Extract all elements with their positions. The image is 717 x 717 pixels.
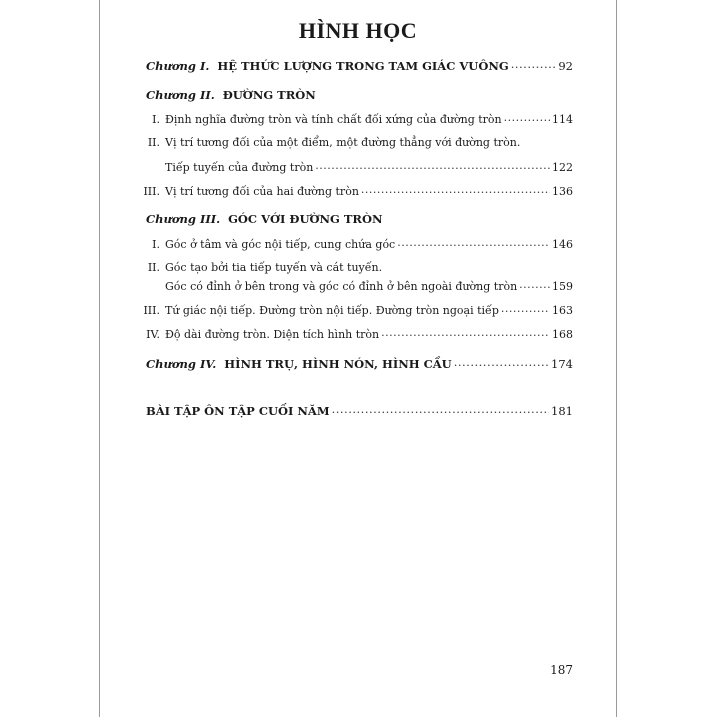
chapter-label: Chương II. [146,88,215,102]
toc-chapter-1[interactable] [146,58,573,73]
toc-item-3-4[interactable] [130,327,573,341]
toc-chapter-3[interactable] [146,212,573,226]
page-ref: 146 [552,238,573,251]
chapter-name: HÌNH TRỤ, HÌNH NÓN, HÌNH CẦU [224,356,452,371]
toc-item-2-1[interactable] [130,112,573,126]
item-number: III. [143,304,160,317]
toc-item-2-3[interactable] [130,184,573,198]
item-number: III. [143,185,160,198]
book-page [99,0,617,717]
item-text: Góc ở tâm và góc nội tiếp, cung chứa góc [165,238,396,251]
item-text: Vị trí tương đối của hai đường tròn [165,185,359,198]
chapter-label: Chương I. [146,58,210,73]
dot-leader [454,356,549,368]
item-number: I. [152,238,160,251]
item-number: IV. [146,328,160,341]
page-title: HÌNH HỌC [298,18,418,43]
dot-leader [501,303,550,314]
item-text-continued: Góc có đỉnh ở bên trong và góc có đỉnh ở bên ngoài đường tròn [165,280,518,293]
toc-item-3-3[interactable] [130,303,573,317]
toc-final-review[interactable] [146,403,573,418]
page-ref: 168 [552,328,573,341]
toc-item-2-2[interactable] [130,136,573,149]
chapter-name: HỆ THỨC LƯỢNG TRONG TAM GIÁC VUÔNG [217,58,509,73]
page-ref: 114 [552,113,573,126]
page-ref: 181 [551,403,573,418]
toc-item-2-2-cont[interactable] [165,160,573,174]
page-number: 187 [550,663,573,677]
chapter-label: Chương IV. [146,356,217,371]
chapter-name: GÓC VỚI ĐƯỜNG TRÒN [228,212,383,226]
item-text: Định nghĩa đường tròn và tính chất đối xứng của đường tròn [165,113,502,126]
item-text: Vị trí tương đối của một điểm, một đường thẳng với đường tròn. [165,136,521,149]
dot-leader [504,112,550,123]
dot-leader [361,184,550,195]
toc-item-3-2-cont[interactable] [165,279,573,293]
page-ref: 159 [552,280,573,293]
toc-chapter-4[interactable] [146,356,573,371]
item-number: II. [147,261,160,274]
item-number: II. [147,136,160,149]
toc-item-3-1[interactable] [130,237,573,251]
toc-chapter-2[interactable] [146,88,573,102]
page-ref: 136 [552,185,573,198]
page-ref: 163 [552,304,573,317]
dot-leader [315,160,550,171]
item-number: I. [152,113,160,126]
dot-leader [381,327,550,338]
page-ref: 122 [552,161,573,174]
page-ref: 92 [558,58,573,73]
chapter-label: Chương III. [146,212,221,226]
item-text: Độ dài đường tròn. Diện tích hình tròn [165,328,380,341]
item-text: Góc tạo bởi tia tiếp tuyến và cát tuyến. [165,261,383,274]
dot-leader [397,237,550,248]
dot-leader [332,403,549,415]
dot-leader [519,279,550,290]
item-text: Tứ giác nội tiếp. Đường tròn nội tiếp. Đường tròn ngoại tiếp [165,304,499,317]
page-ref: 174 [551,356,573,371]
toc-item-3-2[interactable] [130,261,573,274]
item-text-continued: Tiếp tuyến của đường tròn [165,161,314,174]
final-review-title: BÀI TẬP ÔN TẬP CUỐI NĂM [146,403,330,418]
dot-leader [511,58,557,70]
chapter-name: ĐƯỜNG TRÒN [222,88,316,102]
